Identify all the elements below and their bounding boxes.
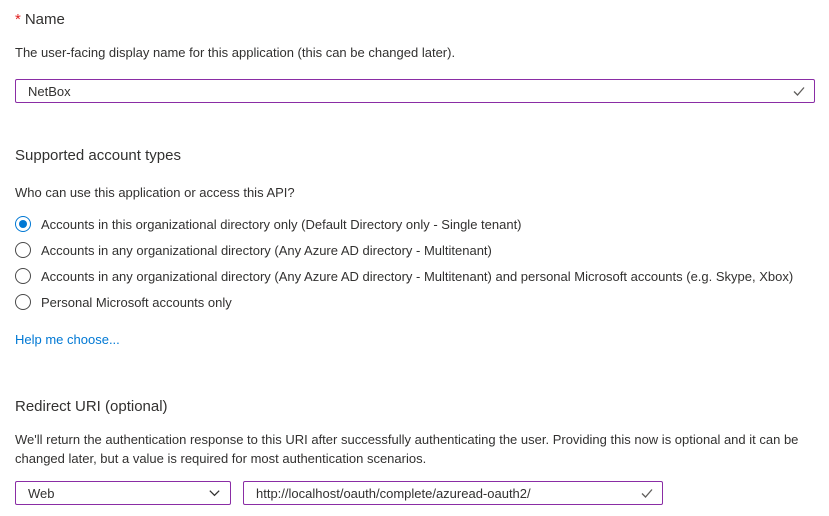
radio-button[interactable] <box>15 242 31 258</box>
redirect-uri-row <box>15 481 815 505</box>
platform-select[interactable] <box>15 481 231 505</box>
redirect-uri-input[interactable] <box>243 481 663 505</box>
platform-select-value: Web <box>28 485 55 501</box>
radio-option-single-tenant[interactable] <box>15 211 815 237</box>
account-types-title: Supported account types <box>15 147 181 164</box>
required-marker: * <box>15 11 21 28</box>
radio-option-label: Accounts in this organizational directory only (Default Directory only - Single tenant) <box>41 216 522 232</box>
account-types-radio-group <box>15 211 815 315</box>
name-input[interactable] <box>15 79 815 103</box>
radio-button[interactable] <box>15 268 31 284</box>
redirect-uri-input-wrap <box>243 481 663 505</box>
radio-dot <box>19 220 27 228</box>
name-input-wrap <box>15 79 815 103</box>
name-title-text: Name <box>24 11 65 28</box>
help-me-choose-link[interactable]: Help me choose... <box>15 332 120 347</box>
radio-option-personal-only[interactable] <box>15 289 815 315</box>
radio-option-multitenant[interactable] <box>15 237 815 263</box>
radio-option-label: Accounts in any organizational directory (Any Azure AD directory - Multitenant) and personal Microsoft accounts (e.g. Skype, Xbox) <box>41 268 794 284</box>
name-description: The user-facing display name for this application (this can be changed later). <box>15 45 456 60</box>
redirect-uri-title: Redirect URI (optional) <box>15 398 168 415</box>
radio-option-multitenant-personal[interactable] <box>15 263 815 289</box>
radio-option-label: Accounts in any organizational directory (Any Azure AD directory - Multitenant) <box>41 242 492 258</box>
radio-button[interactable] <box>15 294 31 310</box>
radio-option-label: Personal Microsoft accounts only <box>41 294 232 310</box>
redirect-uri-description: We'll return the authentication response to this URI after successfully authenticating the user. Providing this now is optional and it can be changed later, but a value is required for most authentication scenarios. <box>15 432 799 466</box>
radio-button[interactable] <box>15 216 31 232</box>
account-types-question: Who can use this application or access this API? <box>15 185 295 200</box>
name-section-title <box>15 11 815 28</box>
chevron-down-icon <box>207 486 222 501</box>
